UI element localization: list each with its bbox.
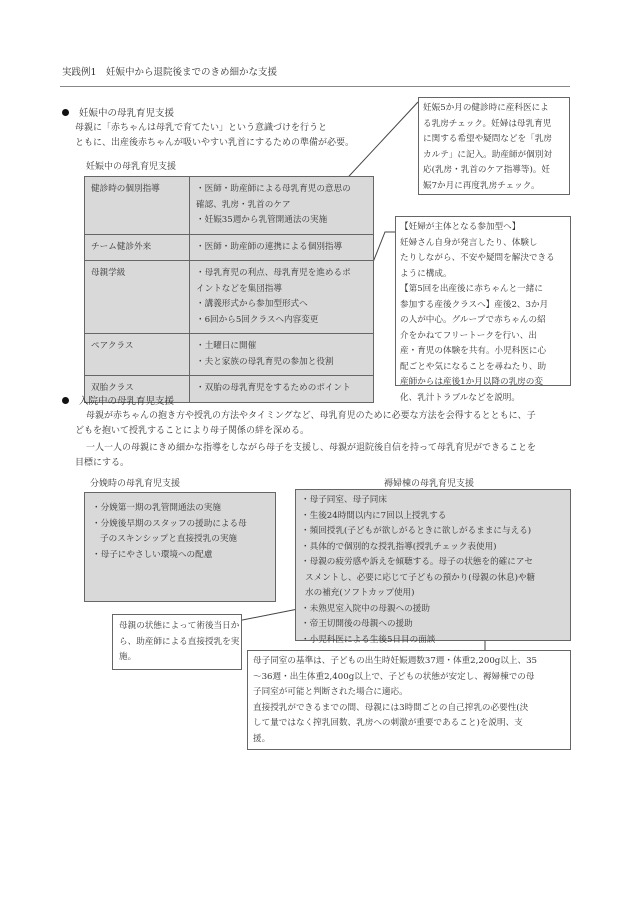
list-item: ・土曜日に開催 [196,341,257,351]
note-line: 子同室が可能と判断された場合に適応。 [253,687,408,697]
note-line: ように構成。 [400,268,452,279]
row-content [190,334,374,376]
list-item: 確認、乳房・乳首のケア [196,199,291,210]
delivery-support-box [84,492,276,602]
box-caption: 褥婦棟の母乳育児支援 [384,479,475,489]
list-item: ・母子にやさしい環境への配慮 [92,549,213,560]
list-item: イントなどを集団指導 [196,283,282,294]
list-item: ・双胎の母乳育児をするためのポイント [196,383,351,393]
note-line: 配ごとや気になることを尋ねたり、助 [400,361,547,372]
row-content [190,177,374,235]
note-line: 産・育児の体験を共有。小児科医に心 [400,346,547,356]
list-item: ・分娩後早期のスタッフの援助による母 [92,518,247,529]
paragraph: 一人一人の母親にきめ細かな指導をしながら母子を支援し、母親が退院後自信を持って母乳育児ができることを [86,443,537,453]
list-item: ・医師・助産師による母乳育児の意思の [196,184,351,194]
note-line: ら、助産師による直接授乳を実 [119,636,240,647]
note-line: 産師からは産後1か月以降の乳房の変 [400,377,543,387]
list-item: ・生後24時間以内に7回以上授乳する [301,510,447,521]
note-line: 〜36週・出生体重2,400g以上で、子どもの状態が安定し、褥婦棟での母 [253,671,535,682]
list-item: ・未熟児室入院中の母親への援助 [301,603,430,614]
list-item: ・母乳育児の利点、母乳育児を進めるポ [196,268,351,278]
note-line: 妊婦さん自身が発言したり、体験し [400,237,538,248]
list-item: 子のスキンシップと直接授乳の実施 [100,534,238,544]
row-content [190,234,374,261]
table-row [85,261,374,334]
note-box [112,614,242,670]
note-line: 妊娠5か月の健診時に産科医によ [423,103,549,113]
paragraph: 母親に「赤ちゃんは母乳で育てたい」という意識づけを行うと [75,123,328,133]
list-item: ・小児科医による生後5日目の面談 [301,634,436,645]
list-item: ・具体的で個別的な授乳指導(授乳チェック表使用) [301,541,497,552]
note-line: たりしながら、不安や疑問を解決できる [400,253,555,263]
note-line: 応(乳房・乳首のケア指導等)。妊 [423,165,551,175]
page-header: 実践例1 妊娠中から退院後までのきめ細かな支援 [62,67,278,78]
note-line: 施。 [119,652,137,662]
bullet-icon [62,109,69,116]
list-item: ・母親の疲労感や訴えを傾聴する。母子の状態を的確にアセ [301,557,533,567]
section-title: 妊娠中の母乳育児支援 [62,105,174,119]
note-line: 【第5回を出産後に赤ちゃんと一緒に [400,284,543,294]
list-item: ・妊娠35週から乳管開通法の実施 [196,215,328,225]
list-item: ・母子同室、母子同床 [301,495,387,505]
note-box [418,97,570,195]
note-line: 母子同室の基準は、子どもの出生時妊娠週数37週・体重2,200g以上、35 [253,656,538,666]
bullet-icon [62,397,69,404]
row-content [190,376,374,403]
row-label: 双胎クラス [85,376,190,403]
table-row [85,234,374,261]
list-item: ・頻回授乳(子どもが欲しがるときに欲しがるままに与える) [301,526,532,536]
table-row [85,177,374,235]
note-line: 【妊婦が主体となる参加型へ】 [400,222,521,232]
note-line: の人が中心。グループで赤ちゃんの紹 [400,315,546,325]
list-item: ・帝王切開後の母親への援助 [301,619,413,629]
note-line: 直接授乳ができるまでの間、母親には3時間ごとの自己搾乳の必要性(決 [253,702,529,713]
note-line: して量ではなく搾乳回数、乳房への刺激が重要であること)を説明、支 [253,718,523,728]
note-line: 母親の状態によって術後当日か [119,621,240,631]
note-line: る乳房チェック。妊婦は母乳育児 [423,118,552,129]
table-caption: 妊娠中の母乳育児支援 [86,162,177,172]
list-item: スメントし、必要に応じて子どもの預かり(母親の休息)や糖 [305,572,536,583]
row-label: 母親学級 [85,261,190,334]
box-caption: 分娩時の母乳育児支援 [90,479,181,489]
row-content [190,261,374,334]
note-line: 化、乳汁トラブルなどを説明。 [400,392,520,403]
list-item: ・講義形式から参加型形式へ [196,299,308,309]
row-label: 健診時の個別指導 [85,177,190,235]
support-table [84,176,374,403]
list-item: 水の補充(ソフトカップ使用) [305,588,415,598]
ward-support-box [295,489,571,645]
section-title: 入院中の母乳育児支援 [62,393,174,407]
paragraph: ともに、出産後赤ちゃんが吸いやすい乳首にするための準備が必要。 [75,138,355,148]
row-label: チーム健診外来 [85,234,190,261]
paragraph: どもを抱いて授乳することにより母子関係の絆を深める。 [75,426,310,436]
note-line: 介をかねてフリートークを行い、出 [400,330,537,341]
note-line: 娠7か月に再度乳房チェック。 [423,180,540,191]
list-item: ・6回から5回クラスへ内容変更 [196,314,319,325]
paragraph: 目標にする。 [75,458,130,468]
paragraph: 母親が赤ちゃんの抱き方や授乳の方法やタイミングなど、母乳育児のために必要な方法を会得するとともに、子 [86,411,536,421]
row-label: ペアクラス [85,334,190,376]
note-line: 参加する産後クラスへ】産後2、3か月 [400,299,549,310]
note-line: カルテ」に記入。助産師が個別対 [423,149,552,160]
note-box [395,216,571,403]
note-box [247,650,571,750]
note-line: 援。 [253,733,271,744]
table-row [85,334,374,376]
list-item: ・夫と家族の母乳育児の参加と役割 [196,356,334,367]
note-line: に関する希望や疑問などを「乳房 [423,134,552,144]
list-item: ・医師・助産師の連携による個別指導 [196,241,343,252]
list-item: ・分娩第一期の乳管開通法の実施 [92,503,221,513]
